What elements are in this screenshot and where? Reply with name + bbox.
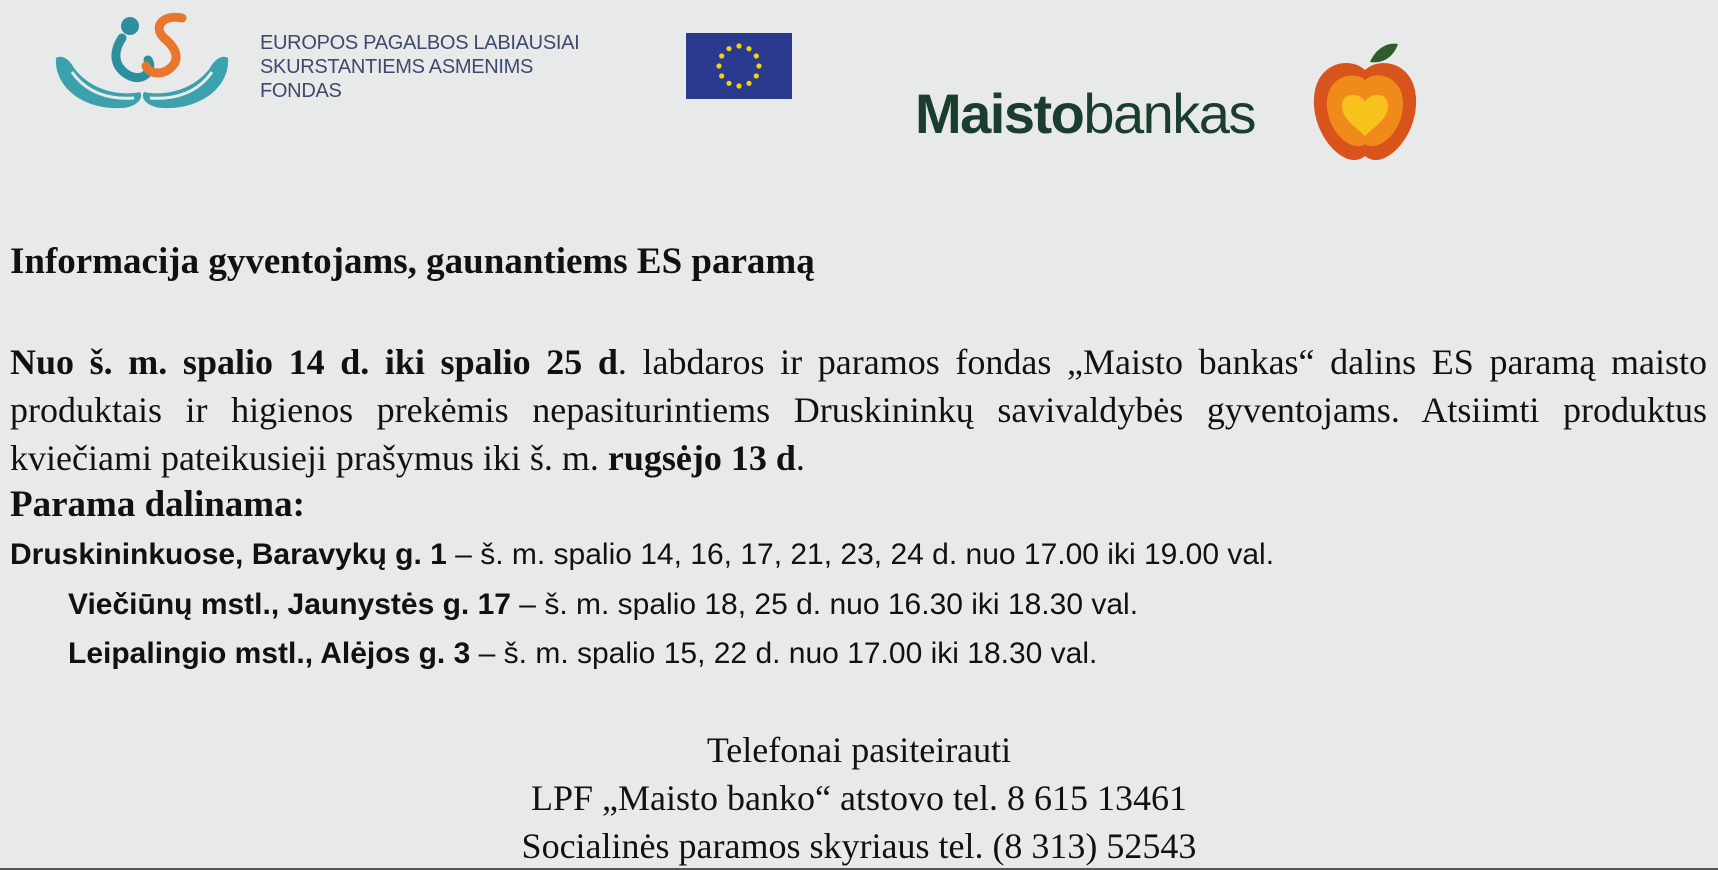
location-item: [68, 585, 1138, 625]
apple-heart-icon: [1310, 40, 1420, 165]
contact-block: [0, 726, 1718, 870]
date-range: Nuo š. m. spalio 14 d. iki spalio 25 d: [10, 342, 618, 382]
eu-star: [716, 63, 721, 68]
page-title: Informacija gyventojams, gaunantiems ES paramą: [10, 241, 815, 282]
eu-star: [726, 81, 731, 86]
location-sep: –: [446, 538, 481, 571]
eu-star: [746, 46, 751, 51]
eu-star: [726, 46, 731, 51]
intro-text: . labdaros ir paramos fondas „Maisto bankas“ dalins ES paramą maisto produktais ir higienos prekėmis nepasiturintiems Druskininkų savivaldybės gyventojams. Atsiimti produktus kviečiami pateikusieji prašymus iki š. m.: [10, 342, 1708, 478]
eu-star: [719, 53, 724, 58]
location-schedule: š. m. spalio 14, 16, 17, 21, 23, 24 d. nuo 17.00 iki 19.00 val.: [480, 538, 1275, 571]
brand-bold: Maisto: [915, 82, 1084, 145]
eu-star: [736, 83, 741, 88]
fead-text-line: SKURSTANTIEMS ASMENIMS: [260, 56, 534, 78]
location-item: [10, 535, 1274, 575]
eu-flag-icon: [686, 33, 792, 99]
location-schedule: š. m. spalio 18, 25 d. nuo 16.30 iki 18.30 val.: [544, 588, 1139, 621]
eu-star: [754, 53, 759, 58]
brand-light: bankas: [1083, 82, 1255, 145]
contact-line: Socialinės paramos skyriaus tel. (8 313) 52543: [521, 826, 1197, 866]
distribution-heading: Parama dalinama:: [10, 484, 305, 525]
location-schedule: š. m. spalio 15, 22 d. nuo 17.00 iki 18.30 val.: [503, 637, 1098, 670]
eu-star: [746, 81, 751, 86]
deadline: rugsėjo 13 d: [607, 438, 796, 478]
eu-star: [754, 73, 759, 78]
eu-star: [756, 63, 761, 68]
intro-paragraph: [10, 338, 1707, 482]
fead-text-line: EUROPOS PAGALBOS LABIAUSIAI: [260, 32, 580, 54]
location-place: Leipalingio mstl., Alėjos g. 3: [68, 637, 471, 670]
intro-text-end: .: [795, 438, 805, 478]
location-item: [68, 634, 1097, 674]
location-place: Viečiūnų mstl., Jaunystės g. 17: [68, 588, 511, 621]
location-place: Druskininkuose, Baravykų g. 1: [10, 538, 447, 571]
contact-heading: Telefonai pasiteirauti: [706, 730, 1012, 770]
contact-line: LPF „Maisto banko“ atstovo tel. 8 615 13461: [531, 778, 1187, 818]
fead-text-line: FONDAS: [260, 80, 342, 102]
fead-hands-icon: [52, 8, 232, 118]
fead-text: [260, 31, 680, 103]
eu-star: [719, 73, 724, 78]
eu-star: [736, 43, 741, 48]
brand-logo: [915, 78, 1255, 150]
location-sep: –: [470, 637, 504, 670]
location-sep: –: [510, 588, 545, 621]
